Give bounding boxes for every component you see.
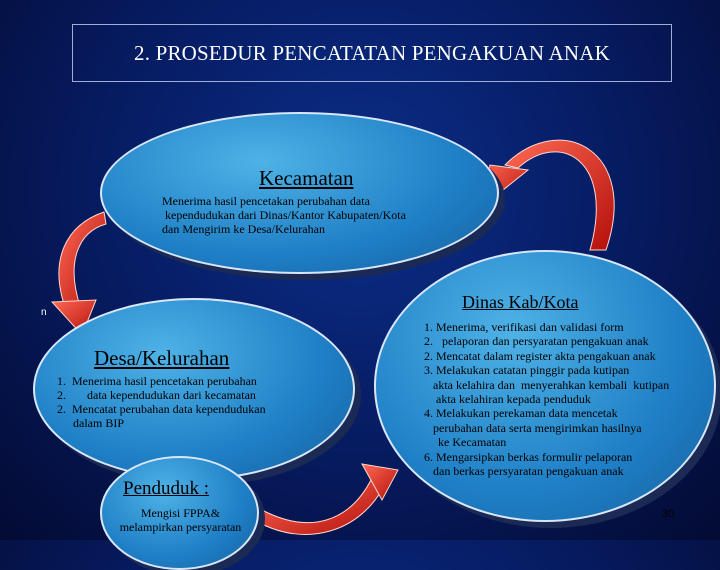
dinas-line: 4. Melakukan perekaman data mencetak (424, 406, 618, 421)
penduduk-line: melampirkan persyaratan (119, 520, 242, 534)
kecamatan-line: dan Mengirim ke Desa/Kelurahan (162, 222, 325, 236)
dinas-line: akta kelahira dan menyerahkan kembali kutipan (424, 377, 670, 392)
kecamatan-header: Kecamatan (259, 166, 354, 190)
dinas-line: 1. Menerima, verifikasi dan validasi form (424, 320, 624, 334)
dinas-line: 6. Mengarsipkan berkas formulir pelaporan (424, 449, 633, 464)
edge-mark: n (41, 307, 47, 318)
kecamatan-line: kependudukan dari Dinas/Kantor Kabupaten/Kota (162, 208, 406, 222)
dinas-kabkota-description (424, 320, 714, 478)
dinas-line: ke Kecamatan (438, 435, 507, 450)
dinas-line: dan berkas persyaratan pengakuan anak (424, 464, 624, 479)
dinas-line: perubahan data serta mengirimkan hasilnya (424, 420, 642, 435)
dinas-line: akta kelahiran kepada penduduk (436, 392, 591, 407)
arrow-penduduk-to-dinas (258, 464, 398, 534)
dinas-kabkota-header: Dinas Kab/Kota (462, 292, 579, 312)
dinas-line: 2. Mencatat dalam register akta pengakuan anak (424, 348, 656, 363)
kecamatan-line: Menerima hasil pencetakan perubahan data (162, 194, 370, 208)
penduduk-description (108, 506, 253, 534)
penduduk-line: Mengisi FPPA& (140, 506, 221, 520)
page-title: 2. PROSEDUR PENCATATAN PENGAKUAN ANAK (134, 40, 610, 65)
penduduk-header: Penduduk : (123, 478, 210, 499)
kecamatan-node (100, 112, 499, 274)
desa-kelurahan-header: Desa/Kelurahan (94, 346, 230, 370)
desa-kelurahan-description (57, 374, 317, 430)
desa-line: 1. Menerima hasil pencetakan perubahan (57, 374, 257, 388)
dinas-line: 3. Melakukan catatan pinggir pada kutipan (424, 363, 630, 378)
page-number: 30 (662, 508, 675, 520)
desa-line: dalam BIP (73, 416, 124, 430)
kecamatan-description (162, 194, 462, 236)
desa-line: 2. data kependudukan dari kecamatan (57, 388, 256, 402)
desa-line: 2. Mencatat perubahan data kependudukan (57, 402, 266, 416)
dinas-line: 2. pelaporan dan persyaratan pengakuan anak (424, 334, 649, 349)
